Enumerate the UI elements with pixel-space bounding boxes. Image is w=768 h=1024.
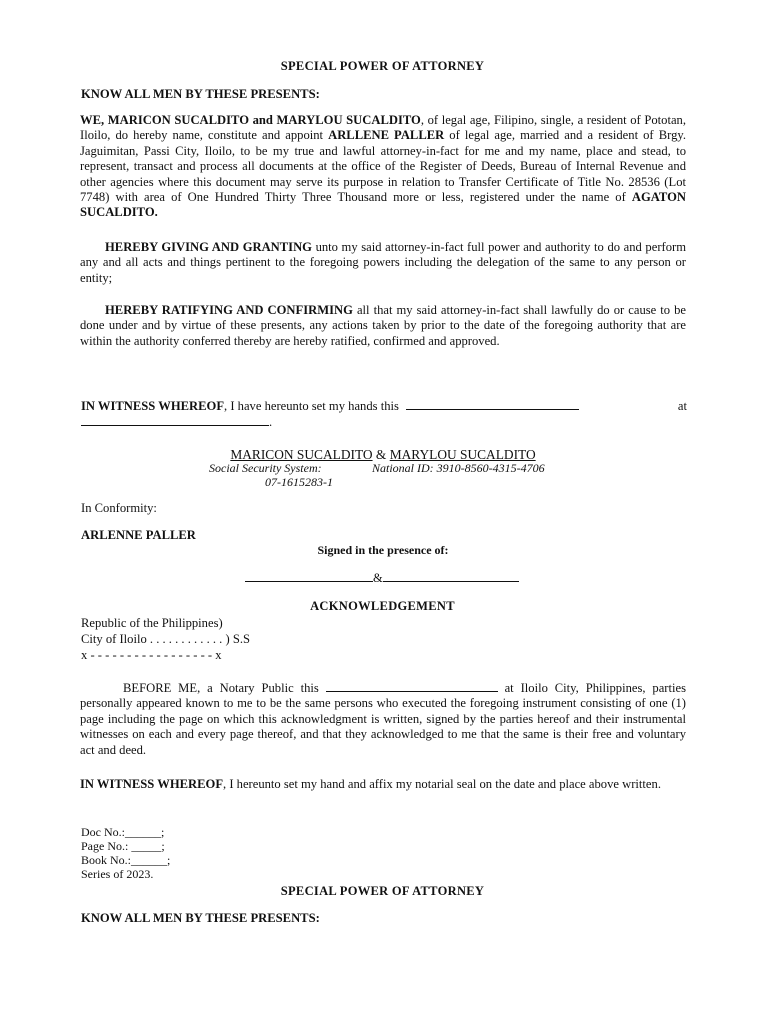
witness-2-blank: [383, 581, 519, 582]
national-id: National ID: 3910-8560-4315-4706: [372, 461, 545, 475]
notarial-register: [81, 825, 170, 881]
page-no: Page No.: _____;: [81, 839, 165, 853]
place-end: .: [269, 415, 273, 429]
paragraph-appointment: [80, 113, 686, 221]
notary-witness-lead: IN WITNESS WHEREOF: [80, 777, 224, 791]
series: Series of 2023.: [81, 867, 154, 881]
ratifying-text: all that my said attorney-in-fact shall lawfully do or cause to be done under and by virtue of these presents, any actions taken by prior to the date of the foregoing authority that are within the authority conferred thereby are hereby ratified, confirmed and approved.: [80, 303, 686, 348]
witness-clause: [81, 399, 687, 414]
conformity-label: In Conformity:: [81, 501, 157, 515]
paragraph-granting: [80, 240, 686, 286]
notary-witness-text: , I hereunto set my hand and affix my notarial seal on the date and place above written.: [223, 777, 661, 791]
notary-witness-clause: [80, 777, 686, 792]
signatory-1: MARICON SUCALDITO: [230, 447, 373, 462]
presence-label: Signed in the presence of:: [317, 543, 449, 557]
owner-name: AGATON SUCALDITO.: [80, 190, 686, 220]
venue-line-2: City of Iloilo . . . . . . . . . . . . ) S.S: [81, 632, 250, 646]
conformity-name: ARLENNE PALLER: [81, 528, 196, 542]
witness-text: , I have hereunto set my hands this: [224, 399, 399, 413]
at-text: at: [677, 399, 687, 413]
next-page-title: SPECIAL POWER OF ATTORNEY: [280, 884, 485, 898]
we-text: WE,: [80, 113, 108, 127]
signatory-2: MARYLOU SUCALDITO: [389, 447, 536, 462]
before-text: at Iloilo City, Philippines, parties personally appeared known to me to be the same persons who executed the foregoing instrument consisting of one (1) page including the page on which this acknowledgment is written, signed by the parties hereof and their instrumental witnesses on each and every page thereof, and that they acknowledged to me that the same is their free and voluntary act and deed.: [80, 681, 686, 757]
attorney-name: ARLLENE PALLER: [328, 128, 445, 143]
witness-lead: IN WITNESS WHEREOF: [81, 399, 225, 413]
sss-label: Social Security System:: [209, 461, 322, 475]
granting-lead: HEREBY GIVING AND GRANTING: [105, 240, 312, 254]
granting-text: unto my said attorney-in-fact full power and authority to do and perform any and all acts and things pertinent to the foregoing powers including the delegation of the same to any person or entity;: [80, 240, 686, 285]
acknowledgement-title: ACKNOWLEDGEMENT: [310, 599, 455, 613]
doc-no: Doc No.:______;: [81, 825, 165, 839]
before-lead: BEFORE ME, a Notary Public this: [123, 681, 319, 695]
document-title: SPECIAL POWER OF ATTORNEY: [280, 59, 485, 73]
notary-date-blank: [326, 691, 498, 692]
intro-heading: KNOW ALL MEN BY THESE PRESENTS:: [81, 87, 320, 101]
ratifying-lead: HEREBY RATIFYING AND CONFIRMING: [105, 303, 353, 317]
venue-line-1: Republic of the Philippines): [81, 616, 223, 630]
venue-line-3: x - - - - - - - - - - - - - - - - - x: [81, 648, 222, 662]
appointment-text-1: , of legal age, Filipino, single, a resident of Pototan, Iloilo, do hereby name, constitute and appoint: [80, 113, 687, 143]
place-blank: [81, 425, 269, 426]
witness-1-blank: [245, 581, 373, 582]
next-page-intro: KNOW ALL MEN BY THESE PRESENTS:: [81, 911, 320, 925]
date-blank: [406, 409, 579, 410]
book-no: Book No.:______;: [81, 853, 171, 867]
signatory-amp: &: [372, 447, 390, 462]
witness-signature-lines: [245, 571, 519, 586]
sss-number: 07-1615283-1: [265, 475, 333, 489]
appointment-text-2: of legal age, married and a resident of Brgy. Jaguimitan, Passi City, Iloilo, to be my true and lawful attorney-in-fact for me and my name, place and stead, to represent, transact and process all documents at the office of the Register of Deeds, Bureau of Internal Revenue and other agencies where this document may serve its purpose in relation to Transfer Certificate of Title No. 28536 (Lot 7748) with area of One Hundred Thirty Three Thousand more or less, registered under the name of: [80, 128, 686, 205]
place-line: [81, 415, 272, 430]
paragraph-before-me: [80, 681, 686, 758]
paragraph-ratifying: [80, 303, 686, 349]
witness-amp: &: [373, 571, 383, 585]
principal-names: MARICON SUCALDITO and MARYLOU SUCALDITO: [107, 113, 421, 127]
